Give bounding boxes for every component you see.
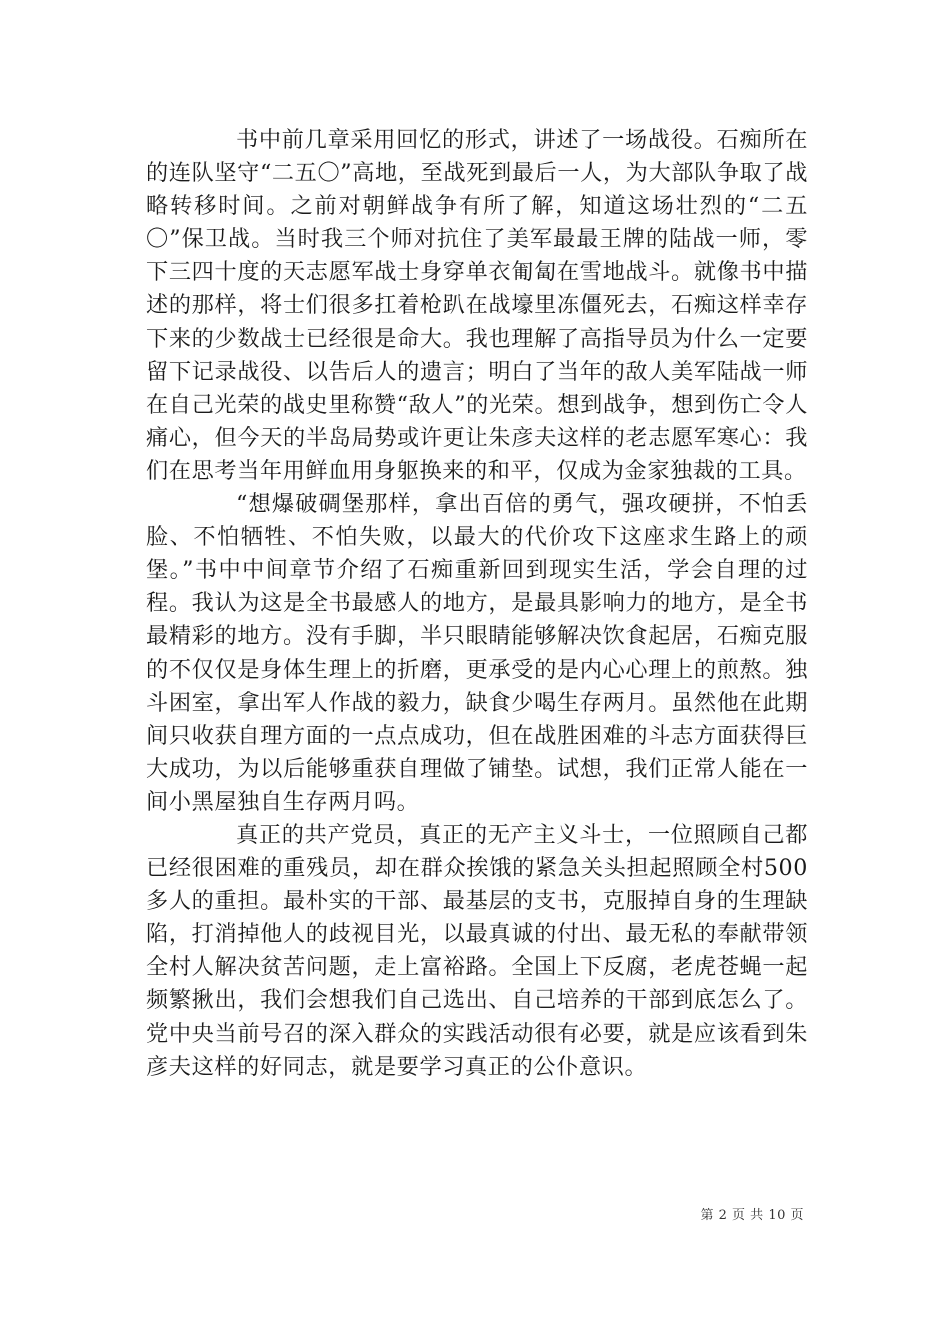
page-number-footer: 第 2 页 共 10 页 (700, 1208, 804, 1223)
body-text (146, 124, 808, 1084)
paragraph-3: 真正的共产党员，真正的无产主义斗士，一位照顾自己都已经很困难的重残员，却在群众挨饿的紧急关头担起照顾全村500多人的重担。最朴实的干部、最基层的支书，克服掉自身的生理缺陷，打消掉他人的歧视目光，以最真诚的付出、最无私的奉献带领全村人解决贫苦问题，走上富裕路。全国上下反腐，老虎苍蝇一起频繁揪出，我们会想我们自己选出、自己培养的干部到底怎么了。党中央当前号召的深入群众的实践活动很有必要，就是应该看到朱彦夫这样的好同志，就是要学习真正的公仆意识。 (146, 821, 808, 1080)
paragraph-1: 书中前几章采用回忆的形式，讲述了一场战役。石痴所在的连队坚守“二五〇”高地，至战死到最后一人，为大部队争取了战略转移时间。之前对朝鲜战争有所了解，知道这场壮烈的“二五〇”保卫战。当时我三个师对抗住了美军最最王牌的陆战一师，零下三四十度的天志愿军战士身穿单衣匍匐在雪地战斗。就像书中描述的那样，将士们很多扛着枪趴在战壕里冻僵死去，石痴这样幸存下来的少数战士已经很是命大。我也理解了高指导员为什么一定要留下记录战役、以告后人的遗言；明白了当年的敌人美军陆战一师在自己光荣的战史里称赞“敌人”的光荣。想到战争，想到伤亡令人痛心，但今天的半岛局势或许更让朱彦夫这样的老志愿军寒心：我们在思考当年用鲜血用身躯换来的和平，仅成为金家独裁的工具。 (146, 127, 808, 484)
paragraph-2: “想爆破碉堡那样，拿出百倍的勇气，强攻硬拼，不怕丢脸、不怕牺牲、不怕失败，以最大的代价攻下这座求生路上的顽堡。”书中中间章节介绍了石痴重新回到现实生活，学会自理的过程。我认为这是全书最感人的地方，是最具影响力的地方，是全书最精彩的地方。没有手脚，半只眼睛能够解决饮食起居，石痴克服的不仅仅是身体生理上的折磨，更承受的是内心心理上的煎熬。独斗困室，拿出军人作战的毅力，缺食少喝生存两月。虽然他在此期间只收获自理方面的一点点成功，但在战胜困难的斗志方面获得巨大成功，为以后能够重获自理做了铺垫。试想，我们正常人能在一间小黑屋独自生存两月吗。 (146, 491, 808, 815)
